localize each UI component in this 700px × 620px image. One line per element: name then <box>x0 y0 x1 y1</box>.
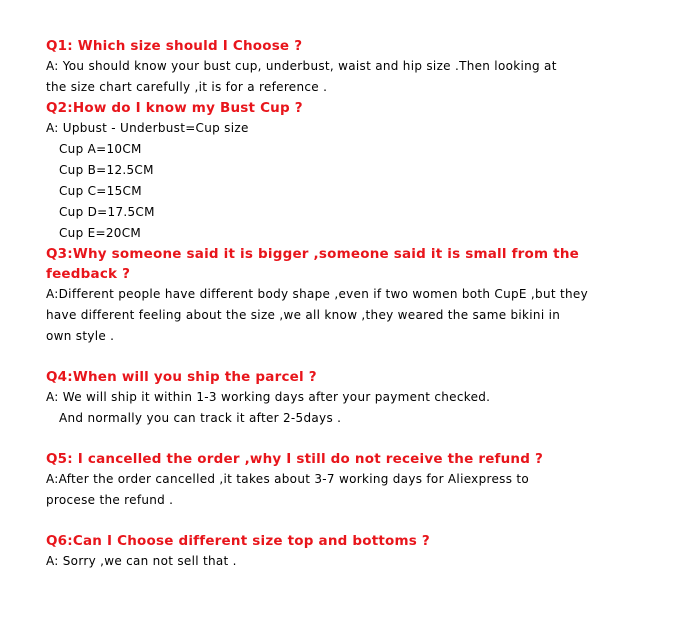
answer-3-line-1: A:Different people have different body shape ,even if two women both CupE ,but they <box>46 287 588 301</box>
faq-item-1 <box>46 36 606 98</box>
answer-4-line-2: And normally you can track it after 2-5days . <box>59 411 342 425</box>
question-6: Q6:Can I Choose different size top and bottoms ? <box>46 533 430 549</box>
answer-5-line-2: procese the refund . <box>46 493 174 507</box>
cup-size-d: Cup D=17.5CM <box>59 205 155 219</box>
faq-item-4 <box>46 367 606 429</box>
answer-1-line-2: the size chart carefully ,it is for a reference . <box>46 80 328 94</box>
question-4: Q4:When will you ship the parcel ? <box>46 369 317 385</box>
question-5: Q5: I cancelled the order ,why I still do not receive the refund ? <box>46 451 544 467</box>
cup-size-a: Cup A=10CM <box>59 142 142 156</box>
answer-3-line-3: own style . <box>46 329 115 343</box>
cup-size-b: Cup B=12.5CM <box>59 163 154 177</box>
question-3-line-2: feedback ? <box>46 266 131 282</box>
answer-5-line-1: A:After the order cancelled ,it takes about 3-7 working days for Aliexpress to <box>46 472 530 486</box>
faq-item-2 <box>46 98 606 244</box>
faq-item-6 <box>46 531 606 572</box>
answer-1-line-1: A: You should know your bust cup, underbust, waist and hip size .Then looking at <box>46 59 557 73</box>
answer-6-line-1: A: Sorry ,we can not sell that . <box>46 554 237 568</box>
question-3-line-1: Q3:Why someone said it is bigger ,someone said it is small from the <box>46 246 579 262</box>
question-1: Q1: Which size should I Choose ? <box>46 38 303 54</box>
faq-document <box>46 36 606 572</box>
faq-item-5 <box>46 449 606 511</box>
question-2: Q2:How do I know my Bust Cup ? <box>46 100 303 116</box>
answer-2-line-1: A: Upbust - Underbust=Cup size <box>46 121 249 135</box>
cup-size-e: Cup E=20CM <box>59 226 142 240</box>
faq-item-3 <box>46 244 606 347</box>
answer-4-line-1: A: We will ship it within 1-3 working days after your payment checked. <box>46 390 491 404</box>
answer-3-line-2: have different feeling about the size ,we all know ,they weared the same bikini in <box>46 308 561 322</box>
cup-size-c: Cup C=15CM <box>59 184 142 198</box>
